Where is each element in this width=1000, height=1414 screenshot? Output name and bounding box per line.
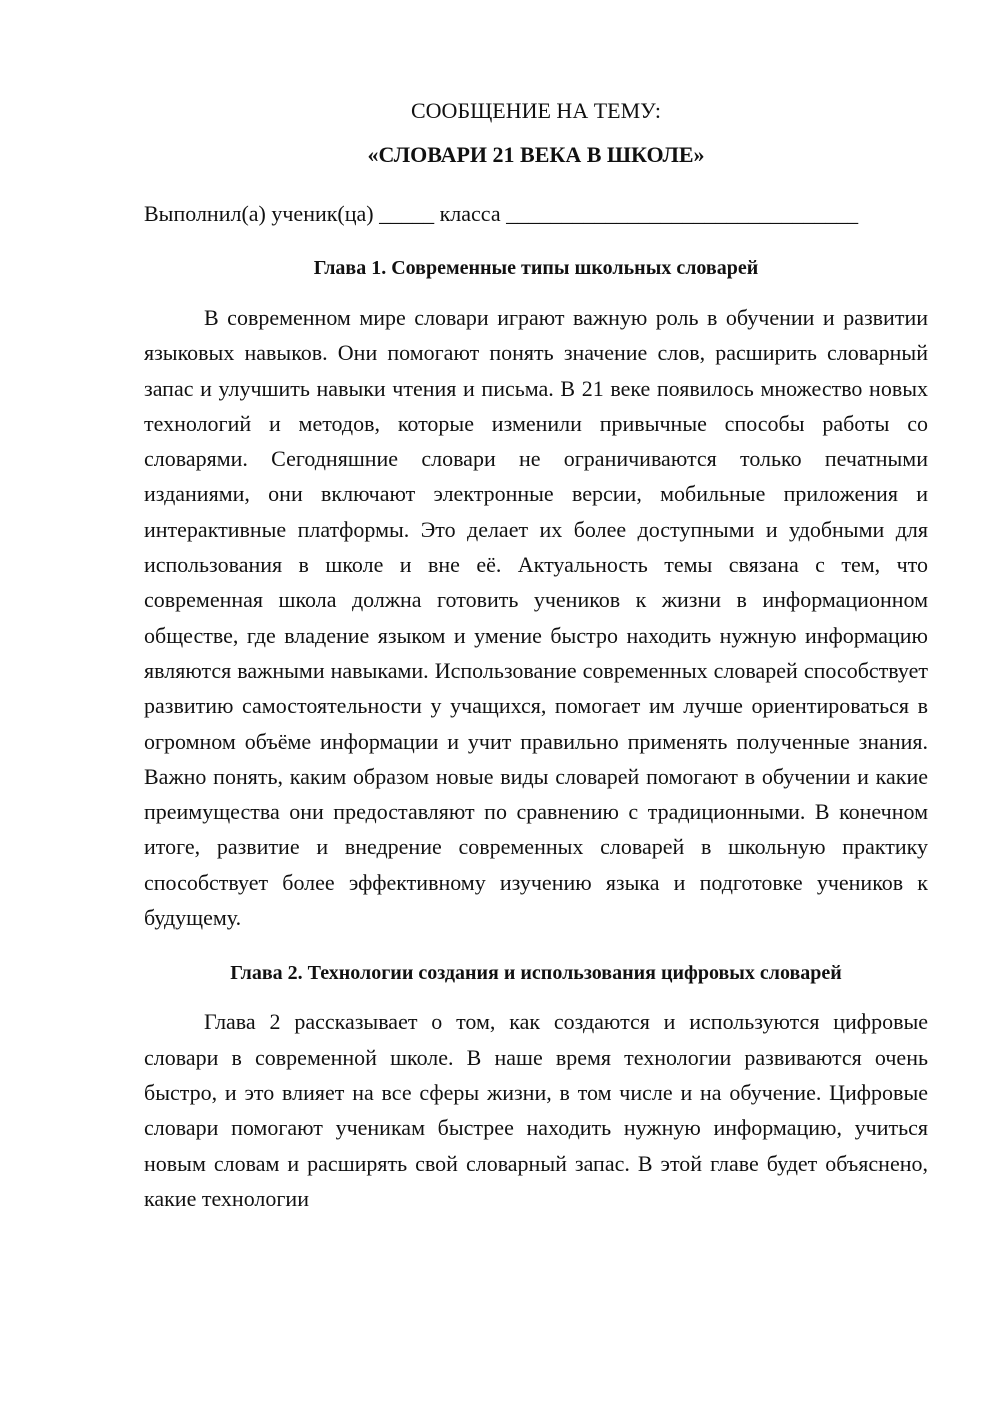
author-line: Выполнил(а) ученик(ца) _____ класса ________________________________ xyxy=(144,201,859,226)
document-title-line-2: «СЛОВАРИ 21 ВЕКА В ШКОЛЕ» xyxy=(367,142,705,167)
document-page xyxy=(144,0,928,1216)
chapter-1-heading: Глава 1. Современные типы школьных словарей xyxy=(313,257,759,279)
chapter-2-paragraph: Глава 2 рассказывает о том, как создаются и используются цифровые словари в современной школе. В наше время технологии развиваются очень быстро, и это влияет на все сферы жизни, в том числе и на обучение. Цифровые словари помогают ученикам быстрее находить нужную информацию, учиться новым словам и расширять свой словарный запас. В этой главе будет объяснено, какие технологии xyxy=(144,1009,928,1211)
chapter-2-heading: Глава 2. Технологии создания и использования цифровых словарей xyxy=(230,962,842,985)
chapter-1-paragraph: В современном мире словари играют важную роль в обучении и развитии языковых навыков. Они помогают понять значение слов, расширить словарный запас и улучшить навыки чтения и письма. В 21 веке появилось множество новых технологий и методов, которые изменили привычные способы работы со словарями. Сегодняшние словари не ограничиваются только печатными изданиями, они включают электронные версии, мобильные приложения и интерактивные платформы. Это делает их более доступными и удобными для использования в школе и вне её. Актуальность темы связана с тем, что современная школа должна готовить учеников к жизни в информационном обществе, где владение языком и умение быстро находить нужную информацию являются важными навыками. Использование современных словарей способствует развитию самостоятельности у учащихся, помогает им лучше ориентироваться в огромном объёме информации и учит правильно применять полученные знания. Важно понять, каким образом новые виды словарей помогают в обучении и какие преимущества они предоставляют по сравнению с традиционными. В конечном итоге, развитие и внедрение современных словарей в школьную практику способствует более эффективному изучению языка и подготовке учеников к будущему. xyxy=(144,305,928,931)
document-title-line-1: СООБЩЕНИЕ НА ТЕМУ: xyxy=(411,98,661,123)
